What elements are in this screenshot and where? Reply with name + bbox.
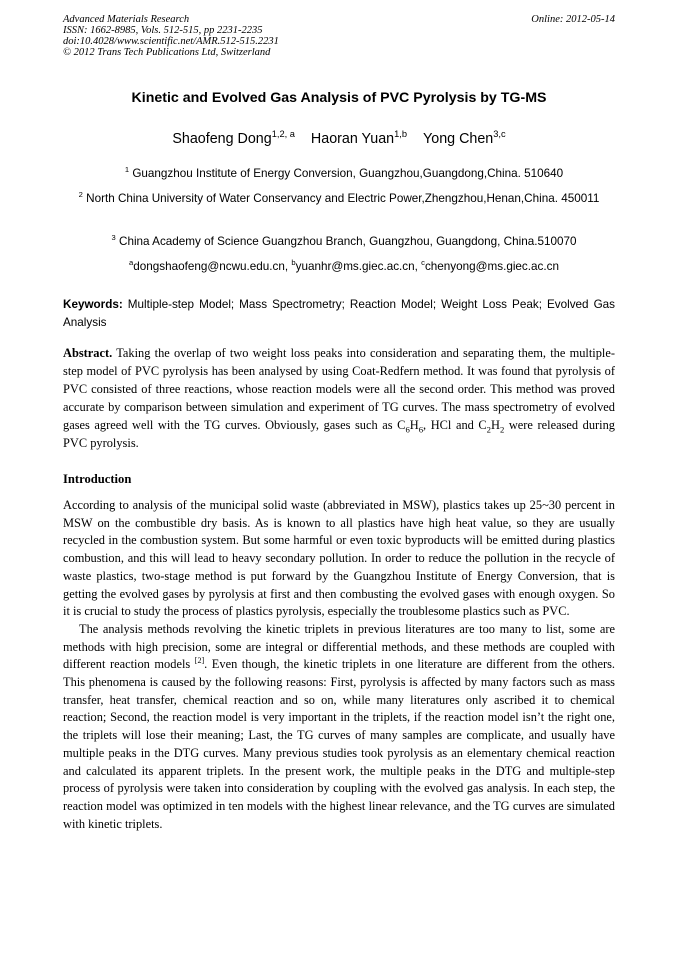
email-list bbox=[70, 258, 618, 276]
email-link[interactable]: dongshaofeng@ncwu.edu.cn, bbox=[133, 260, 289, 273]
affiliation-number: 1 bbox=[124, 165, 130, 175]
email-mark: c bbox=[421, 258, 425, 268]
doi-line: doi:10.4028/www.scientific.net/AMR.512-515.2231 bbox=[63, 36, 279, 47]
abstract-text: were released during PVC pyrolysis. bbox=[63, 417, 616, 450]
section-heading: Introduction bbox=[63, 472, 132, 486]
journal-name: Advanced Materials Research bbox=[63, 14, 190, 25]
affiliation-text: China Academy of Science Guangzhou Branch, Guangzhou, Guangdong, China.510070 bbox=[119, 235, 577, 248]
abstract-text: Taking the overlap of two weight loss peaks into consideration and separating them, the multiple-step model of PVC pyrolysis has been analysed by using Coat-Redfern method. It was found that pyrolysis of PVC consisted of three reactions, whose reaction models were all the second order. This method was proved accurate by comparison between simulation and experiment of TG curves. The mass spectrometry of evolved gases agreed well with the TG curves. Obviously, gases such as C bbox=[63, 346, 615, 432]
subscript: 2 bbox=[486, 424, 491, 435]
abstract-label: Abstract. bbox=[63, 346, 113, 360]
keywords-text: Multiple-step Model; Mass Spectrometry; Reaction Model; Weight Loss Peak; Evolved Gas Analysis bbox=[63, 298, 616, 329]
author-name: Yong Chen bbox=[423, 131, 494, 147]
email-link[interactable]: yuanhr@ms.giec.ac.cn, bbox=[295, 260, 418, 273]
affiliation-number: 3 bbox=[111, 233, 116, 243]
paragraph: According to analysis of the municipal solid waste (abbreviated in MSW), plastics takes up 25~30 percent in MSW on the combustible dry basis. As is known to all plastics have high heat value, so they are usually recycled in the combustion system. But some harmful or even toxic byproducts will be emitted during plastics combustion, and this will lead to heavy secondary pollution. In order to reduce the pollution in the recycle of waste plastics, two-stage method is put forward by the Guangzhou Institute of Energy Conversion, that is getting the evolved gases by pyrolysis at first and then combusting the evolved gases with enough oxygen. So it is crucial to study the process of plastics pyrolysis, especially the troublesome plastics such as PVC. bbox=[63, 498, 615, 619]
author bbox=[172, 131, 295, 147]
author-affiliation-mark: 1,b bbox=[394, 129, 408, 140]
affiliation-text: North China University of Water Conservancy and Electric Power,Zhengzhou,Henan,China. 450011 bbox=[86, 192, 600, 205]
author-name: Haoran Yuan bbox=[310, 131, 395, 147]
email-mark: b bbox=[291, 258, 296, 268]
paragraph bbox=[63, 621, 615, 833]
journal-header bbox=[63, 14, 615, 58]
issn-line: ISSN: 1662-8985, Vols. 512-515, pp 2231-2235 bbox=[63, 25, 263, 36]
author-affiliation-mark: 1,2, a bbox=[271, 129, 295, 140]
citation[interactable]: [2] bbox=[194, 656, 205, 666]
copyright-line: © 2012 Trans Tech Publications Ltd, Switzerland bbox=[63, 47, 271, 58]
paragraph-text: . Even though, the kinetic triplets in one literature are different from the others. This phenomena is caused by the following reasons: First, pyrolysis is affected by many factors such as mass transfer, heat transfer, chemical reaction and so on, while many literatures only ascribed it to chemical reaction; Second, the reaction model is very important in the triplets, if the reaction model isn’t the right one, the triplets will lose their meaning; Last, the TG curves of many samples are complicate, and usually have multiple peaks in the DTG curves. Many previous studies took pyrolysis as an elementary chemical reaction and calculated its apparent triplets. In the present work, the multiple peaks in the DTG and multiple-step process of pyrolysis were taken into consideration by coupling with the evolved gas analysis. In each step, the reaction model was optimized in ten models with the highest linear relevance, and the TG curves are simulated with kinetic triplets. bbox=[63, 657, 615, 831]
affiliation-1 bbox=[70, 165, 618, 183]
introduction-body bbox=[63, 497, 615, 833]
affiliation-3 bbox=[70, 233, 618, 251]
author bbox=[423, 131, 506, 147]
paper-title: Kinetic and Evolved Gas Analysis of PVC Pyrolysis by TG-MS bbox=[131, 90, 547, 106]
subscript: 6 bbox=[405, 424, 410, 435]
keywords-label: Keywords: bbox=[63, 298, 123, 311]
abstract-text: H bbox=[409, 417, 419, 432]
abstract bbox=[63, 345, 615, 452]
online-date: Online: 2012-05-14 bbox=[531, 14, 615, 25]
author-name: Shaofeng Dong bbox=[172, 131, 272, 147]
abstract-text: , HCl and C bbox=[423, 417, 487, 432]
subscript: 6 bbox=[418, 424, 424, 435]
affiliation-2 bbox=[70, 190, 608, 208]
author-list bbox=[0, 131, 678, 147]
affiliation-text: Guangzhou Institute of Energy Conversion, Guangzhou,Guangdong,China. 510640 bbox=[132, 167, 564, 180]
author-affiliation-mark: 3,c bbox=[493, 129, 506, 140]
subscript: 2 bbox=[499, 424, 505, 435]
keywords bbox=[63, 296, 615, 332]
paragraph-text: The analysis methods revolving the kinetic triplets in previous literatures are too many to list, some are methods with high precision, some are integral or differential methods, and these methods are coupled with different reaction models bbox=[63, 621, 615, 672]
author bbox=[311, 131, 407, 147]
email-mark: a bbox=[129, 258, 134, 268]
affiliation-number: 2 bbox=[78, 190, 83, 200]
email-link[interactable]: chenyong@ms.giec.ac.cn bbox=[424, 260, 559, 273]
abstract-text: H bbox=[491, 417, 500, 432]
